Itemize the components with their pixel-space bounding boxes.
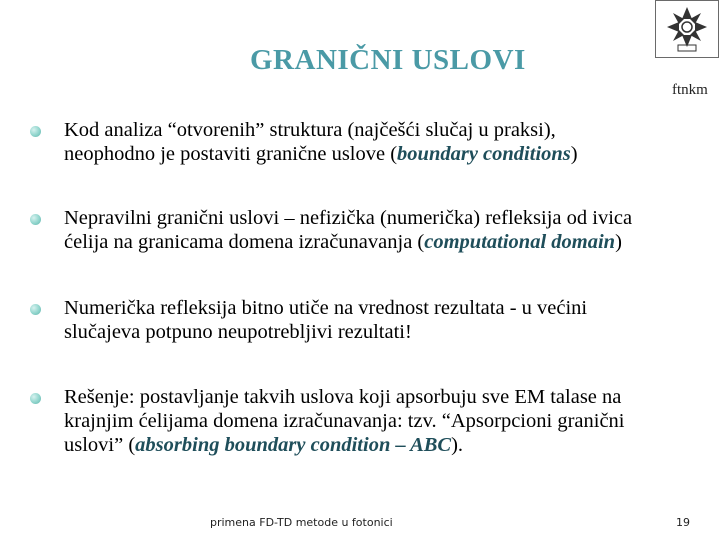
- bullet-text-segment: ): [570, 143, 578, 165]
- brand-label: ftnkm: [672, 82, 708, 98]
- slide-footer: primena FD-TD metode u fotonici: [210, 516, 393, 529]
- bullet-line: slučajeva potpuno neupotrebljivi rezultati!: [64, 321, 412, 343]
- bullet-text-segment: neophodno je postaviti granične uslove (: [64, 143, 398, 165]
- bullet-line: [64, 433, 694, 457]
- university-emblem-icon: [655, 0, 719, 58]
- bullet-text-segment: ćelija na granicama domena izračunavanja (: [64, 231, 425, 253]
- bullet-text-segment: uslovi” (: [64, 434, 136, 456]
- bullet-text-segment: ).: [451, 434, 464, 456]
- bullet-line: Kod analiza “otvorenih” struktura (najčešći slučaj u praksi),: [64, 119, 556, 141]
- bullet-line: [64, 230, 694, 254]
- bullet-line: krajnjim ćelijama domena izračunavanja: tzv. “Apsorpcioni granični: [64, 410, 625, 432]
- bullet-dot-icon: [30, 126, 41, 137]
- page-number: 19: [676, 516, 690, 529]
- slide-title: GRANIČNI USLOVI: [250, 44, 526, 76]
- bullet-text-segment: ): [615, 231, 622, 253]
- bullet-emphasis: boundary conditions: [397, 143, 571, 165]
- bullet-text: [64, 118, 694, 166]
- slide-title-wrap: [250, 44, 526, 77]
- bullet-line: [64, 142, 694, 166]
- bullet-emphasis: absorbing boundary condition – ABC: [135, 434, 452, 456]
- emblem-svg: [656, 1, 718, 57]
- bullet-text: [64, 206, 694, 254]
- bullet-text: [64, 296, 694, 344]
- bullet-dot-icon: [30, 214, 41, 225]
- bullet-line: Numerička refleksija bitno utiče na vrednost rezultata - u većini: [64, 297, 588, 319]
- bullet-line: Rešenje: postavljanje takvih uslova koji apsorbuju sve EM talase na: [64, 386, 622, 408]
- bullet-emphasis: computational domain: [424, 231, 616, 253]
- bullet-dot-icon: [30, 393, 41, 404]
- bullet-text: [64, 385, 694, 457]
- bullet-dot-icon: [30, 304, 41, 315]
- bullet-line: Nepravilni granični uslovi – nefizička (numerička) refleksija od ivica: [64, 207, 633, 229]
